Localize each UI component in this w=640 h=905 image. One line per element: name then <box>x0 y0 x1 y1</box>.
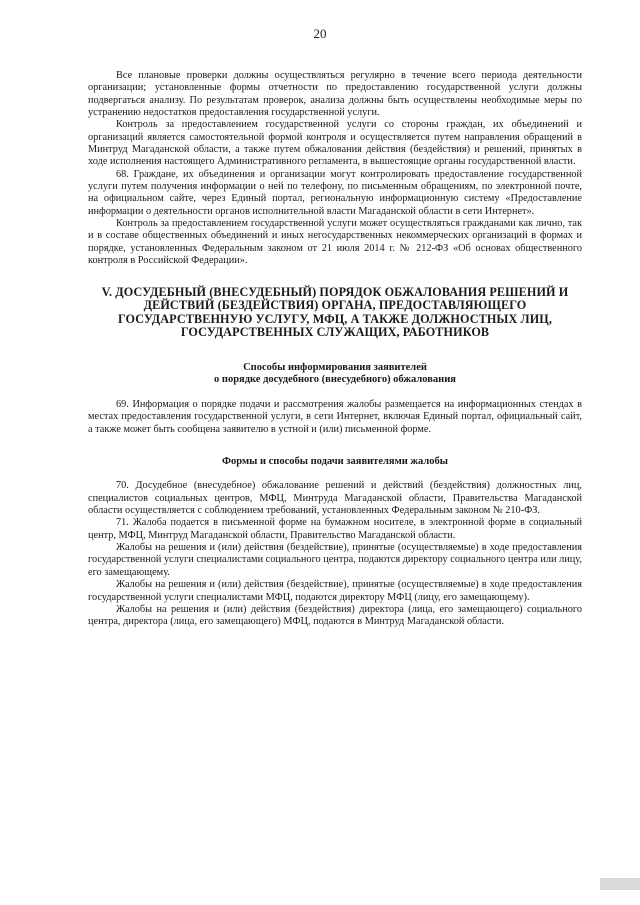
paragraph-71: 71. Жалоба подается в письменной форме на бумажном носителе, в электронной форме в социальный центр, МФЦ, Минтруд Магаданской области, Правительство Магаданской области. <box>88 517 582 541</box>
paragraph-68: 68. Граждане, их объединения и организации могут контролировать предоставление государственной услуги путем получения информации о ней по телефону, по письменным обращениям, по электронной почте, на официальном сайте, через Единый портал, региональную информационную систему «Предоставление информации о деятельности органов исполнительной власти Магаданской области в сети Интернет». <box>88 168 582 217</box>
section-title-line: ДЕЙСТВИЙ (БЕЗДЕЙСТВИЯ) ОРГАНА, ПРЕДОСТАВЛЯЮЩЕГО <box>143 298 527 313</box>
page-number: 20 <box>313 26 327 41</box>
paragraph-citizen-control: Контроль за предоставлением государственной услуги со стороны граждан, их объединений и организаций является самостоятельной формой контроля и осуществляется путем направления обращений в Минтруд Магаданской области, а также путем обжалования действия (бездействия) и решений, принятых в ходе исполнения настоящего Административного регламента, в вышестоящие органы государственной власти. <box>88 119 582 168</box>
section-title-line: V. ДОСУДЕБНЫЙ (ВНЕСУДЕБНЫЙ) ПОРЯДОК ОБЖАЛОВАНИЯ РЕШЕНИЙ И <box>101 284 569 299</box>
section-title-line: ГОСУДАРСТВЕННЫХ СЛУЖАЩИХ, РАБОТНИКОВ <box>180 325 490 340</box>
section-title-line: ГОСУДАРСТВЕННУЮ УСЛУГУ, МФЦ, А ТАКЖЕ ДОЛЖНОСТНЫХ ЛИЦ, <box>117 311 553 326</box>
subheading-complaint-forms: Формы и способы подачи заявителями жалобы <box>222 455 448 467</box>
paragraph-complaints-mfc: Жалобы на решения и (или) действия (бездействие), принятые (осуществляемые) в ходе предоставления государственной услуги специалистами МФЦ, подаются директору МФЦ (лицу, его замещающему). <box>88 579 582 603</box>
paragraph-69: 69. Информация о порядке подачи и рассмотрения жалобы размещается на информационных стендах в местах предоставления государственной услуги, в сети Интернет, включая Единый портал, официальный сайт, а также может быть сообщена заявителю в устной и (или) письменной форме. <box>88 398 582 435</box>
subheading-line: Способы информирования заявителей <box>243 361 427 373</box>
subheading-line: о порядке досудебного (внесудебного) обжалования <box>214 374 456 386</box>
paragraph-complaints-director: Жалобы на решения и (или) действия (бездействия) директора (лица, его замещающего) социального центра, директора (лица, его замещающего) МФЦ, подаются в Минтруд Магаданской области. <box>88 603 582 628</box>
paragraph-public-control: Контроль за предоставлением государственной услуги может осуществляться гражданами как лично, так и в составе общественных объединений и иных негосударственных некоммерческих организаций в формах и порядке, установленных Федеральным законом от 21 июля 2014 г. № 212-ФЗ «Об основах общественного контроля в Российской Федерации». <box>88 218 582 267</box>
paragraph-70: 70. Досудебное (внесудебное) обжалование решений и действий (бездействия) должностных лиц, специалистов социальных центров, МФЦ, Минтруда Магаданской области, Правительства Магаданской области осуществляется с соблюдением требований, установленных Федеральным законом № 210-ФЗ. <box>88 480 582 517</box>
paragraph-complaints-social-center: Жалобы на решения и (или) действия (бездействие), принятые (осуществляемые) в ходе предоставления государственной услуги специалистами социального центра, подаются директору социального центра или лицу, его замещающему. <box>88 542 582 578</box>
subheading-informing <box>88 362 582 387</box>
paragraph-planned-inspections: Все плановые проверки должны осуществляться регулярно в течение всего периода деятельности организации; установленные формы отчетности по предоставлению государственной услуги должны подвергаться анализу. По результатам проверок, анализа должны быть осуществлены необходимые меры по устранению недостатков предоставления государственной услуги. <box>88 70 582 119</box>
scan-edge-mark <box>600 878 640 890</box>
section-title <box>88 286 582 340</box>
document-body <box>88 70 582 629</box>
